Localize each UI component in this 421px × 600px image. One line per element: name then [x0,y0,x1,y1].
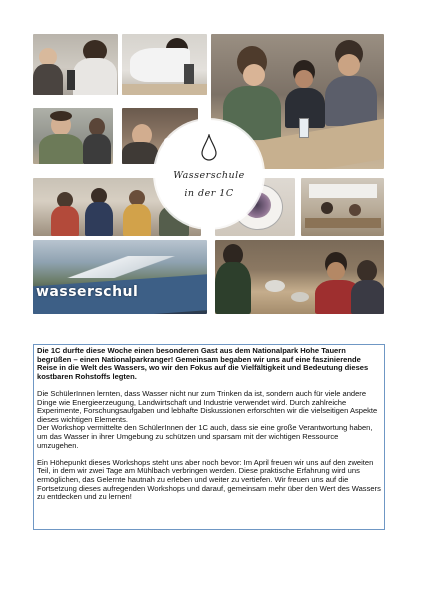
photo-student-glasses [33,108,113,164]
photo-collage [33,34,384,314]
wasserschule-logo [155,120,263,228]
photo-microscope-students [33,34,118,95]
photo-classroom-desks [301,178,384,236]
water-drop-icon [200,134,218,162]
photo-mountain-poster [33,240,207,314]
article-intro: Die 1C durfte diese Woche einen besonderen Gast aus dem Nationalpark Hohe Tauern begrüßen – einen Nationalparkranger! Gemeinsam begaben wir uns auf eine faszinierende Reise in die Welt des Wassers, wo wir den Fokus auf die Vielfältigkeit und Bedeutung dieses kostbaren Rohstoffs legten. [37,346,369,381]
article-paragraph-experiments: Die SchülerInnen lernten, dass Wasser nicht nur zum Trinken da ist, sondern auch für viele andere Dinge wie Energieerzeugung, Landwirtschaft und Industrie verwendet wird. Durch zahlreiche Experimente, Forschungsaufgaben und lebhafte Diskussionen erforschten wir die vielseitigen Aspekte dieses wichtigen Elements. [37,388,378,424]
poster-banner-text: wasserschul [36,284,139,300]
photo-boy-microscope [122,34,207,95]
logo-subtitle: in der 1C [184,188,234,199]
photo-group-table [215,240,384,314]
article-paragraph-responsibility: Der Workshop vermittelte den SchülerInnen der 1C auch, dass sie eine große Verantwortung haben, um das Wasser in ihrer Umgebung zu schützen und sparsam mit der wichtigen Ressource umzugehen. [37,423,373,450]
article-paragraph-highlight: Ein Höhepunkt dieses Workshops steht uns aber noch bevor: Im April freuen wir uns auf den zweiten Teil, in dem wir zwei Tage am Mühlbach verbringen werden. Diese praktische Erfahrung wird uns ermöglichen, das Gelernte hautnah zu erleben und weiter zu vertiefen. Wir freuen uns auf die Fortsetzung dieses aufregenden Workshops und darauf, gemeinsam mehr über den Wert des Wassers zu entdecken und zu lernen! [37,457,381,502]
article-textbox [33,344,385,530]
logo-title: Wasserschule [173,170,245,181]
